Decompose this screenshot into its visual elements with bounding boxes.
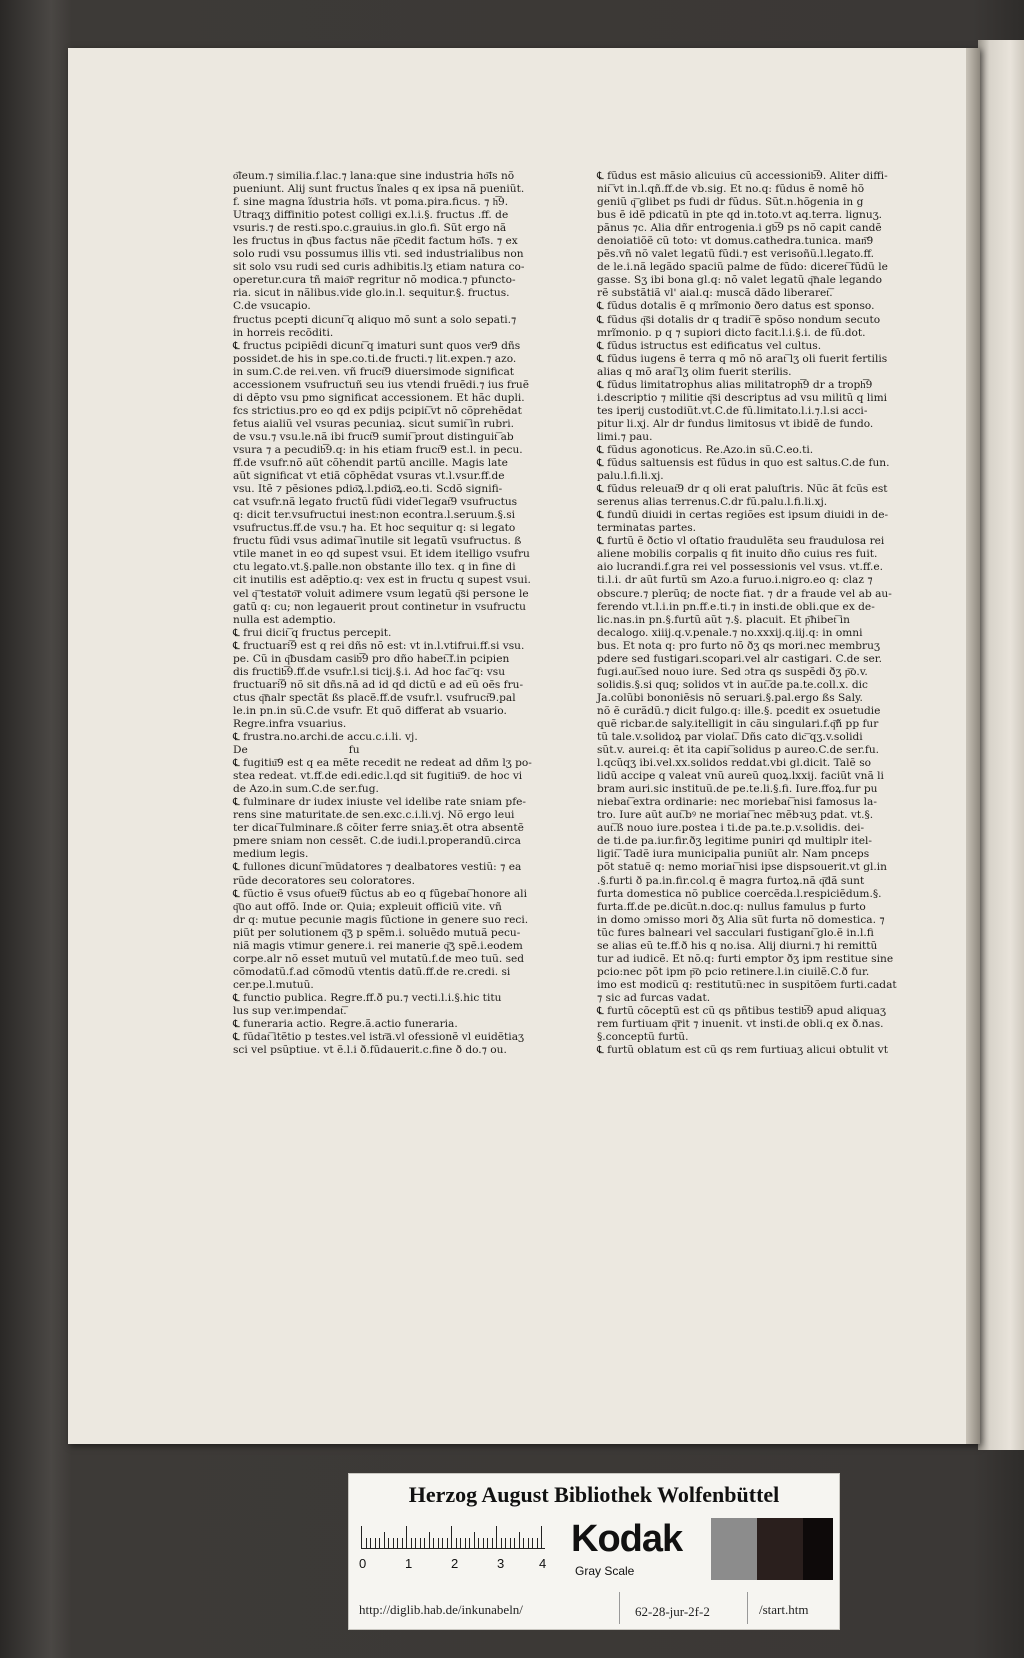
kodak-color-target bbox=[348, 1473, 840, 1630]
kodak-logo: Kodak bbox=[571, 1518, 683, 1560]
ruler-tick bbox=[447, 1538, 448, 1548]
ruler-tick bbox=[532, 1538, 533, 1548]
ruler-tick bbox=[433, 1538, 434, 1548]
ruler-tick bbox=[384, 1532, 385, 1548]
measure-ruler bbox=[361, 1522, 545, 1549]
ruler-tick bbox=[465, 1538, 466, 1548]
ruler-number: 1 bbox=[405, 1556, 413, 1571]
ruler-number: 3 bbox=[497, 1556, 505, 1571]
ruler-tick bbox=[528, 1538, 529, 1548]
ruler-tick bbox=[460, 1538, 461, 1548]
ruler-tick bbox=[375, 1538, 376, 1548]
gray-swatch-dark bbox=[757, 1518, 803, 1580]
ruler-tick bbox=[406, 1526, 407, 1548]
library-url[interactable]: http://diglib.hab.de/inkunabeln/ bbox=[359, 1602, 523, 1617]
ruler-tick bbox=[496, 1526, 497, 1548]
footer-divider bbox=[747, 1592, 748, 1624]
gray-swatch-mid bbox=[711, 1518, 757, 1580]
ruler-tick bbox=[451, 1526, 452, 1548]
ruler-tick bbox=[438, 1538, 439, 1548]
ruler-tick bbox=[523, 1538, 524, 1548]
ruler-tick bbox=[474, 1532, 475, 1548]
ruler-tick bbox=[370, 1538, 371, 1548]
ruler-tick bbox=[424, 1538, 425, 1548]
ruler-tick bbox=[478, 1538, 479, 1548]
ruler-tick bbox=[487, 1538, 488, 1548]
ruler-tick bbox=[442, 1538, 443, 1548]
ruler-tick bbox=[501, 1538, 502, 1548]
footer-divider bbox=[619, 1592, 620, 1624]
ruler-tick bbox=[379, 1538, 380, 1548]
next-page-edge bbox=[978, 40, 1024, 1450]
ruler-tick bbox=[519, 1532, 520, 1548]
shelfmark: 62-28-jur-2f-2 bbox=[635, 1604, 710, 1619]
ruler-tick bbox=[429, 1532, 430, 1548]
ruler-tick bbox=[537, 1538, 538, 1548]
right-text-column: ℄ fũdus est mãsio alicuius cũ accessionib͞9. Aliter diffi- nit͞ vt in.l.qñ.ff.de vb.sig. Et no.q: fũdus ẽ nomẽ hõ geniũ q͞ glibet ps fudi dr fũdus. Sũt.n.hõgenia in g bus ẽ idẽ pdicatũ in pte qd in.toto.vt aq.terra. lignuʒ. pãnus ⁊c. Alia dñr entrogenia.i gb͞9 ps nõ capit candẽ denoiatiõẽ cũ toto: vt domus.cathedra.tunica. man͞9 pẽs.vñ nõ valet legatũ fũdi.⁊ est verisoñũ.l.legato.ff. de le.i.nã legãdo spaciũ palme de fũdo: diceret͞ fũdũ le gasse. Sʒ ibi bona gl.q: nõ valet legatũ q͞nale legando rẽ substãtiã vl' aial.q: muscã dãdo liberaret͞. ℄ fũdus dotalis ẽ q mrĩmonio ðero datus est sponso. ℄ fũdus q͞si dotalis dr q tradit͞ ẽ spõso nondum secuto mrĩmonio. p q ⁊ supiori dicto facit.l.i.§.i. de fũ.dot. ℄ fũdus istructus est edificatus vel cultus. ℄ fũdus iugens ẽ terra q mõ nõ arat͞ lʒ oli fuerit fertilis alias q mõ arat͞ lʒ olim fuerit sterilis. ℄ fũdus limitatrophus alias militatroph͞9 dr a troph͞9 i.descriptio ⁊ militie q͞si descriptus ad vsu militũ q limi tes iperij custodiũt.vt.C.de fũ.limitato.l.i.⁊.l.si acci- pitur li.xj. Alr dr fundus limitosus vt ibidẽ de fundo. limi.⁊ pau. ℄ fũdus agonoticus. Re.Azo.in sũ.C.eo.ti. ℄ fũdus saltuensis est fũdus in quo est saltus.C.de fun. palu.l.fi.li.xj. ℄ fũdus releuat͞9 dr q oli erat paluſtris. Nũc ãt fcũs est serenus alias terrenus.C.dr fũ.palu.l.fi.li.xj. ℄ fundũ diuidi in certas regiões est ipsum diuidi in de- terminatas partes. ℄ furtũ ẽ ðctio vl oſtatio fraudulẽta seu fraudulosa rei aliene mobilis corpalis q fit inuito dño cuius res fuit. aio lucrandi.f.gra rei vel possessionis vel vsus. vt.ff.e. ti.l.i. dr aũt furtũ sm Azo.a furuo.i.nigro.eo q: claz ⁊ obscure.⁊ plerũq; de nocte fiat. ⁊ dr a fraude vel ab au- ferendo vt.l.i.in pn.ff.e.ti.⁊ in insti.de obli.que ex de- lic.nas.in pn.§.furtũ aũt ⁊.§. placuit. Et p͞hibet͞ in decalogo. xiiij.q.v.penale.⁊ no.xxxij.q.iij.q: in omni bus. Et nota q: pro furto nõ ðʒ qs mori.nec membruʒ pdere sed fustigari.scopari.vel alr castigari. C.de ser. fugi.aut͞.sed nouo iure. Sed ɔtra qs suspẽdi ðʒ p͞o.v. solidis.§.si quq; solidos vt in aut͞.de pa.te.coll.x. dic Ja.colũbi bononiẽsis nõ seruari.§.pal.ergo ßs Saly. nõ ẽ curãdũ.⁊ dicit fulgo.q: ille.§. pcedit ex ɔsuetudie quẽ ricbar.de saly.itelligit in cãu singulari.f.q͞ñ pp fur tũ tale.v.solidoꝝ par violat͞. Dñs cato dic͞ qʒ.v.solidi sũt.v. aurei.q: ẽt ita capit͞ solidus p aureo.C.de ser.fu. l.qcũqʒ ibi.vel.xx.solidos reddat.vbi gl.dicit. Talẽ so lidũ accipe q valeat vnũ aureũ quoꝝ.lxxij. faciũt vnã li bram auri.sic instituũ.de pe.te.li.§.fi. Iure.ffoꝝ.fur pu niebat͞ extra ordinarie: nec moriebat͞ nisi famosus la- tro. Iure aũt aut͞.bꝰ ne moriat͞ nec mẽbꝛuʒ pdat. vt.§. aut͞.ß nouo iure.postea i ti.de pa.te.p.v.solidis. dei- de ti.de pa.iur.fir.ðʒ legitime puniri qd multiplr itel- ligit͞. Tadẽ iura municipalia puniũt alr. Nam pnceps põt statuẽ q: nemo moriat͞ nisi ipse dispsouerit.vt gl.in .§.furti ð pa.in.fir.col.q ẽ magra furtoꝝ.nã q͞dã sunt furta domestica nõ publice coercẽda.l.respiciẽdum.§. furta.ff.de pe.dicũt.n.doc.q: nullus famulus p furto in domo ɔmisso mori ðʒ Alia sũt furta nõ domestica. ⁊ tũc fures balneari vel sacculari fustigant͞ glo.ẽ in.l.fi se alias eũ te.ff.ð his q no.isa. Alij diurni.⁊ hi remittũ tur ad iudicẽ. Et nõ.q: furti emptor ðʒ ipm restitue sine pcio:nec põt ipm p͞o pcio retinere.l.in ciuilẽ.C.ð fur. imo est modicũ q: restitutũ:nec in suspitõem furti.cadat ⁊ sic ad furcas vadat. ℄ furtũ cõceptũ est cũ qs pñtibus testib͞9 apud aliquaʒ rem furtiuam q͞rit ⁊ inuenit. vt insti.de obli.q ex ð.nas. §.conceptũ furtũ. ℄ furtũ oblatum est cũ qs rem furtiuaʒ alicui obtulit vt bbox=[597, 170, 897, 1057]
ruler-number: 0 bbox=[359, 1556, 367, 1571]
left-text-column: o͞leum.⁊ similia.f.lac.⁊ lana:que sine industria ho͞is nõ pueniunt. Alij sunt fructus ĩnales q ex ipsa nã pueniũt. f. sine magna ĩdustria ho͞is. vt poma.pira.ficus. ⁊ h͞9. Utraqʒ diffinitio potest colligi ex.l.i.§. fructus .ff. de vsuris.⁊ de resti.spo.c.grauius.in glo.fi. Sũt ergo nã les fructus in q͞bus factus nãe p͞cedit factum ho͞is. ⁊ ex solo rudi vsu possumus illis vti. sed industrialibus non sit solo vsu rudi sed curis adhibitis.lʒ etiam natura co- operetur.cura tñ maio͞r regritur nõ modica.⁊ pfuncto- ria. sicut in nãlibus.vide glo.in.l. sequitur.§. fructus. C.de vsucapio. fructus pcepti dicunt͞ q aliquo mõ sunt a solo sepati.⁊ in horreis recõditi. ℄ fructus pcipiẽdi dicunt͞ q imaturi sunt quos ver͞9 dñs possidet.de his in spe.co.ti.de fructi.⁊ lit.expen.⁊ azo. in sum.C.de rei.ven. vñ fruct͞9 diuersimode significat accessionem vsufructuñ seu ius vtendi fruẽdi.⁊ ius fruẽ di dẽpto vsu pmo significat accessionem. Et hãc dupli. fcs strictius.pro eo qd ex pdijs pcipit͞.vt nõ cõprehẽdat fetus aialiũ vel vsuras pecuniaꝝ. sicut sumit͞ in rubri. de vsu.⁊ vsu.le.nã ibi fruct͞9 sumit͞ prout distinguit͞ ab vsura ⁊ a pecudib͞9.q: in his etiam fruct͞9 est.l. in pecu. ff.de vsufr.nõ aũt cõhendit partũ ancille. Magis late aũt significat vt etiã cõphẽdat vsuras vt.l.vsur.ff.de vsu. Itẽ ⁊ pẽsiones pdio͞ꝝ.l.pdio͞ꝝ.eo.ti. Scdõ signifi- cat vsufr.nã legato fructũ fũdi videt͞ legat͞9 vsufructus q: dicit ter.vsufructui inest:non econtra.l.seruum.§.si vsufructus.ff.de vsu.⁊ ha. Et hoc sequitur q: si legato fructu fũdi vsus adimat͞ inutile sit legatũ vsufructus. ß vtile manet in eo qd supest vsui. Et idem itelligo vsufru ctu legato.vt.§.palle.non obstante illo tex. q in fine di cit inutilis est adẽptio.q: vex est in fructu q supest vsui. vel q͞ testato͞r voluit adimere vsum legatũ q͞si persone le gatũ q: cu; non legauerit prout continetur in vsufructu nulla est ademptio. ℄ frui dicit͞ q fructus percepit. ℄ fructuari͞9 est q rei dñs nõ est: vt in.l.vtifrui.ff.si vsu. pe. Cũ in q͞busdam casib͞9 pro dño habet͞.f.in pcipien dis fructib͞9.ff.de vsufr.l.si ticij.§.i. Ad hoc fac͞ q: vsu fructuari͞9 nõ sit dñs.nã ad id qd dictũ e ad eũ oẽs fru- ctus q͞nalr spectãt ßs placẽ.ff.de vsufr.l. vsufruct͞9.pal le.in pn.in sũ.C.de vsufr. Et quõ differat ab vsuario. Regre.infra vsuarius. ℄ frustra.no.archi.de accu.c.i.li. vj. De fu ℄ fugitiu͞9 est q ea mẽte recedit ne redeat ad dñm lʒ po- stea redeat. vt.ff.de edi.edic.l.qd sit fugitiu͞9. de hoc vi de Azo.in sum.C.de ser.fug. ℄ fulminare dr iudex iniuste vel idelibe rate sniam pfe- rens sine maturitate.de sen.exc.c.i.li.vj. Nõ ergo leui ter dicat͞ fulminare.ß cõiter ferre sniaʒ.ẽt otra absentẽ pmere sniam non cessẽt. C.de iudi.l.properandũ.circa medium legis. ℄ fullones dicunt͞ mũdatores ⁊ dealbatores vestiũ: ⁊ ea rũde decoratores seu coloratores. ℄ fũctio ẽ vsus ofuet͞9 fũctus ab eo q fũgebat͞ honore ali q͞uo aut offõ. Inde or. Quia; expleuit officiũ vite. vñ dr q: mutue pecunie magis fũctione in genere suo reci. piũt per solutionem q͞ʒ p spẽm.i. soluẽdo mutuã pecu- niã magis vtimur genere.i. rei manerie q͞ʒ spẽ.i.eodem corpe.alr nõ esset mutuũ vel mutatũ.f.de meo tuũ. sed cõmodatũ.f.ad cõmodũ vtentis datũ.ff.de re.credi. si cer.pe.l.mutuũ. ℄ functio publica. Regre.ff.ð pu.⁊ vecti.l.i.§.hic titu lus sup ver.impendat͞. ℄ funeraria actio. Regre.ã.actio funeraria. ℄ fũdat͞ itẽtio p testes.vel istr͞a.vl ofessionẽ vl euidẽtiaʒ sci vel psũptiue. vt ẽ.l.i ð.fũdauerit.c.fine ð do.⁊ ou. bbox=[233, 170, 532, 1057]
ruler-tick bbox=[456, 1538, 457, 1548]
ruler-tick bbox=[388, 1538, 389, 1548]
ruler-tick bbox=[505, 1538, 506, 1548]
ruler-tick bbox=[411, 1538, 412, 1548]
ruler-number: 2 bbox=[451, 1556, 459, 1571]
ruler-tick bbox=[483, 1538, 484, 1548]
page-gutter bbox=[966, 48, 980, 1444]
ruler-tick bbox=[514, 1538, 515, 1548]
ruler-tick bbox=[415, 1538, 416, 1548]
ruler-tick bbox=[420, 1538, 421, 1548]
start-link[interactable]: /start.htm bbox=[759, 1602, 809, 1617]
ruler-tick bbox=[393, 1538, 394, 1548]
ruler-tick bbox=[469, 1538, 470, 1548]
gray-scale-label: Gray Scale bbox=[575, 1564, 635, 1578]
ruler-tick bbox=[397, 1538, 398, 1548]
ruler-tick bbox=[492, 1538, 493, 1548]
gray-swatch-black bbox=[803, 1518, 833, 1580]
ruler-tick bbox=[366, 1538, 367, 1548]
ruler-number: 4 bbox=[539, 1556, 547, 1571]
ruler-tick bbox=[510, 1538, 511, 1548]
library-title: Herzog August Bibliothek Wolfenbüttel bbox=[408, 1482, 780, 1507]
ruler-tick bbox=[541, 1526, 542, 1548]
ruler-tick bbox=[402, 1538, 403, 1548]
ruler-tick bbox=[361, 1526, 362, 1548]
